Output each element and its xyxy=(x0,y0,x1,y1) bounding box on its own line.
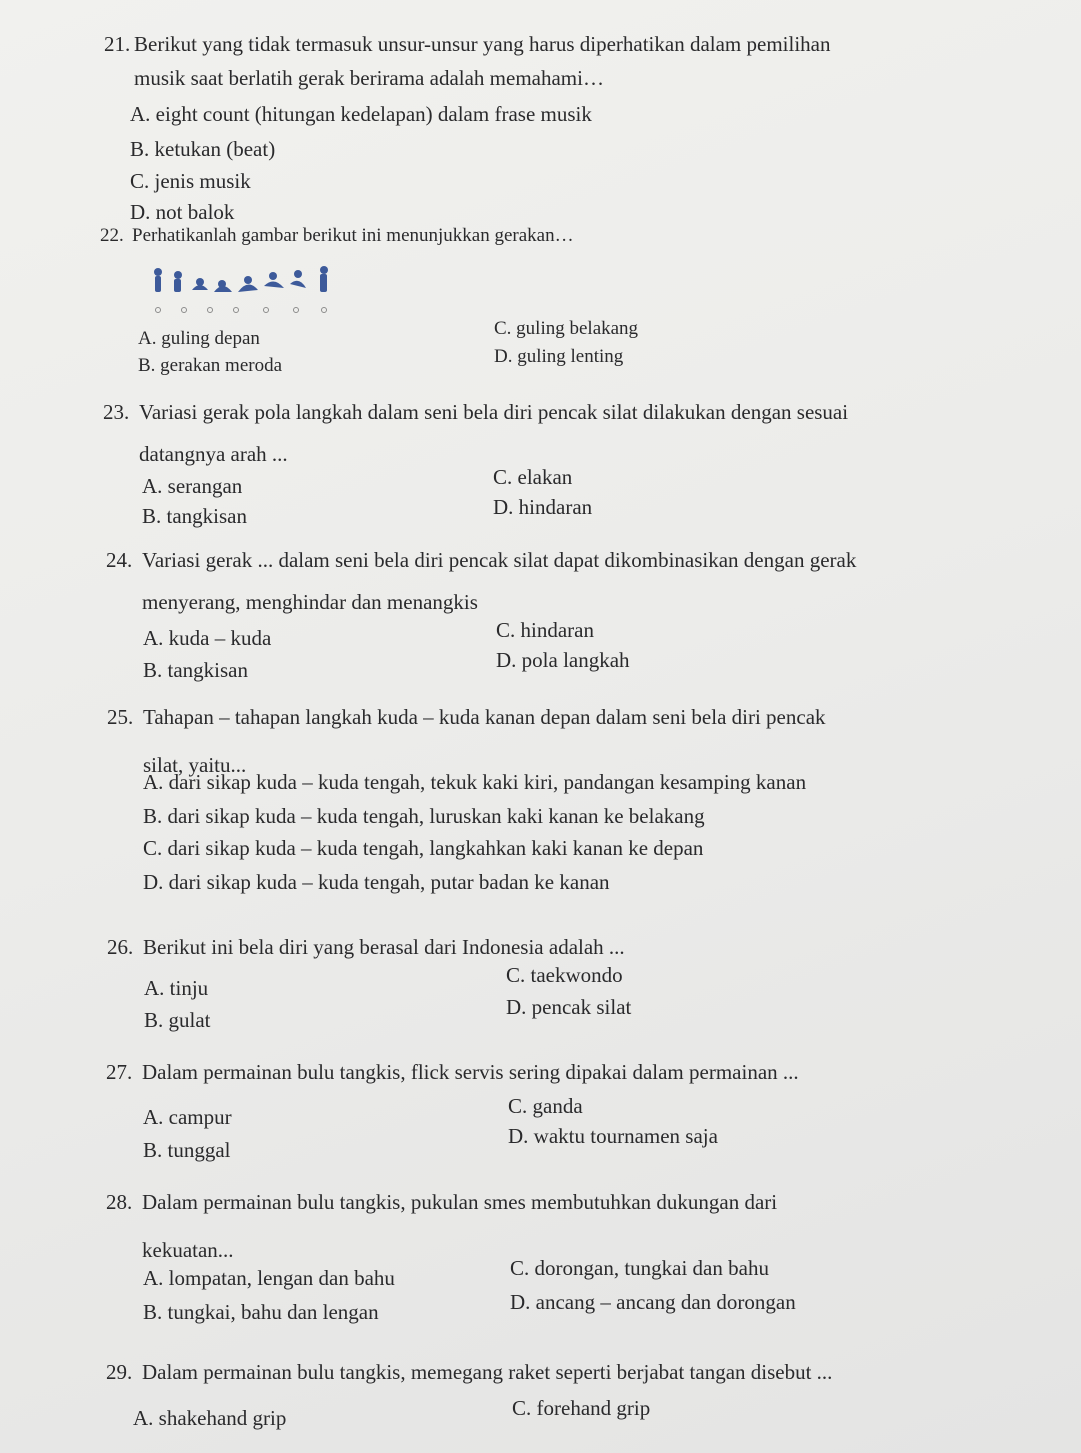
option-c: C. taekwondo xyxy=(506,963,623,987)
question-number: 24. xyxy=(106,548,133,572)
option-d: D. guling lenting xyxy=(494,346,624,367)
question-number: 22. xyxy=(100,225,124,246)
option-c: C. guling belakang xyxy=(494,318,639,339)
option-a: A. kuda – kuda xyxy=(143,626,272,650)
question-number: 26. xyxy=(107,935,134,959)
option-b: B. tungkai, bahu dan lengan xyxy=(143,1300,379,1324)
option-b: B. gerakan meroda xyxy=(138,355,283,376)
option-b: B. tangkisan xyxy=(143,658,248,682)
option-c: C. jenis musik xyxy=(130,169,251,193)
question-number: 25. xyxy=(107,705,134,729)
option-d: D. dari sikap kuda – kuda tengah, putar badan ke kanan xyxy=(143,870,610,894)
question-stem-line: Berikut ini bela diri yang berasal dari Indonesia adalah ... xyxy=(143,935,625,959)
question-stem-line: musik saat berlatih gerak berirama adalah memahami… xyxy=(134,66,604,90)
option-c: C. ganda xyxy=(508,1094,583,1118)
option-d: D. ancang – ancang dan dorongan xyxy=(510,1290,796,1314)
question-stem-line: Dalam permainan bulu tangkis, flick servis sering dipakai dalam permainan ... xyxy=(142,1060,799,1084)
option-a: A. dari sikap kuda – kuda tengah, tekuk kaki kiri, pandangan kesamping kanan xyxy=(143,770,807,794)
question-number: 29. xyxy=(106,1360,133,1384)
question-stem-line: Dalam permainan bulu tangkis, memegang raket seperti berjabat tangan disebut ... xyxy=(142,1360,833,1384)
option-d: D. waktu tournamen saja xyxy=(508,1124,718,1148)
question-stem-line: Perhatikanlah gambar berikut ini menunjukkan gerakan… xyxy=(132,225,574,246)
option-a: A. serangan xyxy=(142,474,243,498)
option-a: A. shakehand grip xyxy=(133,1406,287,1430)
question-stem-line: menyerang, menghindar dan menangkis xyxy=(142,590,478,614)
option-b: B. ketukan (beat) xyxy=(130,137,276,161)
question-stem-line: Variasi gerak pola langkah dalam seni bela diri pencak silat dilakukan dengan sesuai xyxy=(139,400,849,424)
question-stem-line: Berikut yang tidak termasuk unsur-unsur yang harus diperhatikan dalam pemilihan xyxy=(134,32,831,56)
question-stem-line: datangnya arah ... xyxy=(139,442,288,466)
option-d: D. pencak silat xyxy=(506,995,632,1019)
option-d: D. not balok xyxy=(130,200,235,224)
option-a: A. campur xyxy=(143,1105,232,1129)
option-c: C. hindaran xyxy=(496,618,594,642)
option-c: C. dorongan, tungkai dan bahu xyxy=(510,1256,769,1280)
option-a: A. guling depan xyxy=(138,328,260,349)
option-a: A. tinju xyxy=(144,976,209,1000)
option-c: C. dari sikap kuda – kuda tengah, langkahkan kaki kanan ke depan xyxy=(143,836,704,860)
option-b: B. dari sikap kuda – kuda tengah, luruskan kaki kanan ke belakang xyxy=(143,804,705,828)
question-stem-line: silat, yaitu... xyxy=(143,753,247,777)
option-a: A. lompatan, lengan dan bahu xyxy=(143,1266,395,1290)
option-d: D. pola langkah xyxy=(496,648,630,672)
option-c: C. elakan xyxy=(493,465,573,489)
question-stem-line: Variasi gerak ... dalam seni bela diri pencak silat dapat dikombinasikan dengan gerak xyxy=(142,548,857,572)
question-stem-line: kekuatan... xyxy=(142,1238,234,1262)
option-a: A. eight count (hitungan kedelapan) dalam frase musik xyxy=(130,102,592,126)
option-b: B. tangkisan xyxy=(142,504,247,528)
question-stem-line: Tahapan – tahapan langkah kuda – kuda kanan depan dalam seni bela diri pencak xyxy=(143,705,826,729)
option-c: C. forehand grip xyxy=(512,1396,651,1420)
option-b: B. gulat xyxy=(144,1008,211,1032)
rolling-sequence-illustration xyxy=(148,262,338,318)
option-b: B. tunggal xyxy=(143,1138,231,1162)
question-number: 23. xyxy=(103,400,130,424)
option-d: D. hindaran xyxy=(493,495,593,519)
question-stem-line: Dalam permainan bulu tangkis, pukulan smes membutuhkan dukungan dari xyxy=(142,1190,778,1214)
question-number: 28. xyxy=(106,1190,133,1214)
question-number: 27. xyxy=(106,1060,133,1084)
question-number: 21. xyxy=(104,32,131,56)
